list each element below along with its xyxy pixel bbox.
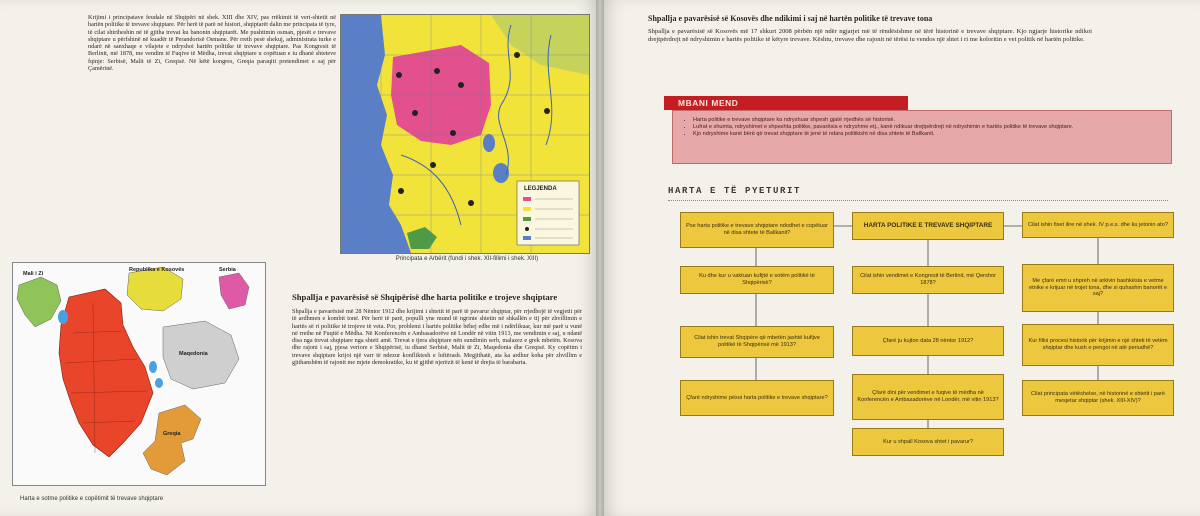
map-label-macedonia: Maqedonia: [179, 351, 208, 357]
section-title: Shpallja e pavarësisë së Shqipërisë dhe harta politike e trojeve shqiptare: [292, 292, 558, 302]
section-text: Shpallja e pavarësisë më 28 Nëntor 1912 dhe krijimi i shtetit të parë të pavarur shqiptar, për rrjedhojë të vegjetit për të ardhmen e kombit tonë. Për herë të parë, populli yne mund të ngrinte shtetin në shkallën e tij për zhvillimin e hartës së ri politike të trojeve të veta. Por, problemi i hartës politike bëhej edhe më i ndërlikuar, kur më parë u vunë në rrethe në Fuqitë e Mëdha. Në Konferencën e Ambasadorëve në Londër në vitin 1913, me vendimin e saj, u ndanë disa nga trevat shqiptare nga shteti amë. Trevat e tjera shqiptare nën sundimin serb, malazez e grek mbetën. Kosova dhe rajoni i saj, pjesa veriore e Shqipërisë, iu dhanë Serbisë, Malit të Zi, Maqedonia dhe Greqisë. Ky copëtim i trevave shqiptare krijoi një varr të ndezur konfliktesh e luftërash. Megjithatë, ata ka ardhur koha për zhvillim e gjithanshëm të rajonit me mjete demokratike, ku të gjithë njerëzit të kenë të drejta të barabarta.: [292, 308, 582, 367]
map-label-serbia: Serbia: [219, 267, 236, 273]
map-label-greece: Greqia: [163, 431, 181, 437]
map-legend-title: LEGJENDA: [524, 186, 557, 192]
flow-right-node: Kur filloi procesi historik për krijimin e një shteti të vetëm shqiptar dhe kush e pengoi në atë periudhë?: [1022, 324, 1174, 366]
flow-center-node: HARTA POLITIKE E TREVAVE SHQIPTARE: [852, 212, 1004, 240]
flow-right-node: Cilat principata vëtëshelse, në historinë e shtetit i parë mesjetar shqiptar (shek. XIII-XIV)?: [1022, 380, 1174, 416]
remember-item: • Harta politike e trevave shqiptare ka ndryshuar shpesh gjatë rrjedhës së historisë.: [693, 117, 1163, 124]
flow-middle-node: Çfarë ju kujton data 28 nëntor 1912?: [852, 326, 1004, 356]
flow-right-node: Me çfarë emri u shpreh në arkivin bashkësia e vetme etnike e krijuar në trojet tona, dhe si quhashin banorët e saj?: [1022, 264, 1174, 312]
flow-middle-node: Cilat ishin vendimet e Kongresit të Berlinit, më Qershor 1878?: [852, 266, 1004, 294]
question-map-title: HARTA E TË PYETURIT: [668, 186, 802, 196]
intro-paragraph: Krijimi i principatave feudale në Shqipëri në shek. XIII dhe XIV, pas rrëkimit të veri-shtetit në hartën politike të trevave shqiptare. Për herë të parë në histori, shqiptarët dalin me principata të tyre, të cilat shtriheshin në të gjitha trevat ku banonin shqiptarët. Me pushtimin osman, pjesët e trevave shqiptare u përfshinë në kuadër të Perandorisë Osmane. Për rreth pesë shekuj, administrata turke e ndarë në sanxhaqe e vilajete e ndryshoi hartën politike të trevave shqiptare. Pas Kongresit të Berlinit, më 1878, me vendim të Fuqive të Mëdha, trevat shqiptare u copëtuan e iu dhanë shteteve fqinje: Serbisë, Malit të Zi, Greqisë. Në këtë kongres, Greqia paraqiti pretendimet e saj për Çamërinë.: [88, 14, 336, 73]
flow-middle-node: Kur u shpall Kosova shtet i pavarur?: [852, 428, 1004, 456]
flow-left-node: Cilat ishin trevat Shqipëre që mbetën jashtë kufijve politikë të Shqipërisë më 1913?: [680, 326, 834, 358]
map-label-kosovo: Republika e Kosovës: [129, 267, 185, 273]
remember-label: MBANI MEND: [664, 96, 908, 110]
kosovo-paragraph: Shpallja e pavarësisë së Kosovës më 17 shkurt 2008 përbën një ndër ngjarjet më të rëndësishme në tërë historinë e trevave shqiptare. Kjo ngjarje historike ndikoi drejtpërdrejt në ndryshimin e hartës politike të këtyre trevave. Kështu, trevave dhe rajonit në tërësi iu vendos një shtet i ri me koloritin e vet politik në hartën politike.: [648, 28, 1092, 43]
flow-middle-node: Çfarë dini për vendimet e fuqive të mëdha në Konferencën e Ambasadorëve në Londër, më vitin 1913?: [852, 374, 1004, 420]
flow-right-node: Cilat ishin fiset ilire në shek. IV p.e.s. dhe ku jetonin ato?: [1022, 212, 1174, 238]
kosovo-title: Shpallja e pavarësisë së Kosovës dhe ndikimi i saj në hartën politike të trevave tona: [648, 14, 933, 23]
political-map-caption: Harta e sotme politike e copëtimit të trevave shqiptare: [20, 496, 164, 502]
remember-item: • Lufrat e shumta, ndryshimet e shpeshta politike, pavarësia e ndryshme etj., kanë ndikuar drejtpërdrejt në ndryshimin e hartës politike të trevave shqiptare.: [693, 124, 1163, 131]
flow-left-node: Ku dhe kur u vaktuan kufijtë e sotëm politikë të Shqipërisë?: [680, 266, 834, 294]
remember-item: • Kjo ndryshime kanë bërë që trevat shqiptare të jenë të ndara politikisht në disa shtete të Ballkanit.: [693, 131, 1163, 138]
flow-left-node: Çfarë ndryshime pësoi harta politike e trevave shqiptare?: [680, 380, 834, 416]
map-label-montenegro: Mali i Zi: [23, 271, 44, 277]
principality-map-caption: Principata e Arbërit (fundi i shek. XII-fillimi i shek. XIII): [395, 256, 539, 262]
flow-left-node: Pse harta politike e trevave shqiptare ndodhet e copëtuar në disa shtete të Ballkanit?: [680, 212, 834, 248]
